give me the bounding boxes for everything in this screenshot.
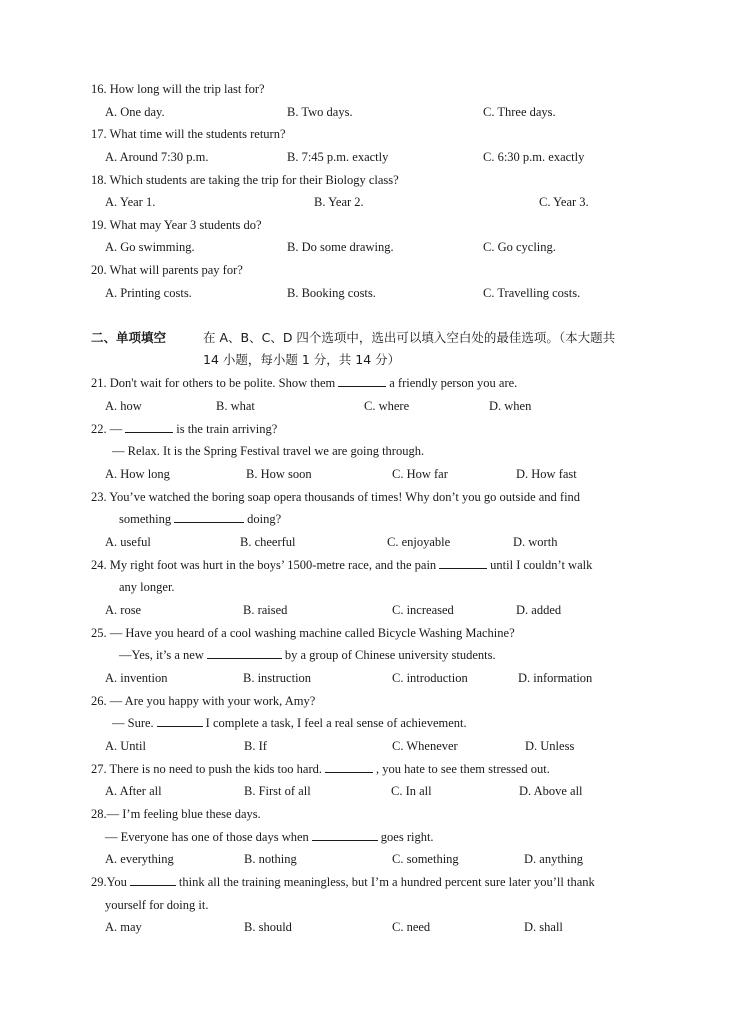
q27-stem-end: , you hate to see them stressed out. xyxy=(375,762,550,776)
q23-stem: something xyxy=(119,512,172,526)
q26-option-c: C. Whenever xyxy=(392,739,458,753)
q19-option-c: C. Go cycling. xyxy=(483,240,556,254)
question-22 xyxy=(91,421,277,437)
question-26-line2 xyxy=(112,715,467,731)
q20-option-a: A. Printing costs. xyxy=(105,286,192,300)
q29-option-d: D. shall xyxy=(524,920,563,934)
q27-option-d: D. Above all xyxy=(519,784,583,798)
q26-option-b: B. If xyxy=(244,739,267,753)
q26-option-d: D. Unless xyxy=(525,739,575,753)
question-17: 17. What time will the students return? xyxy=(91,127,286,141)
q24-option-a: A. rose xyxy=(105,603,142,617)
q25-option-d: D. information xyxy=(518,671,593,685)
q25-option-b: B. instruction xyxy=(243,671,312,685)
q29-option-c: C. need xyxy=(392,920,431,934)
q23-option-b: B. cheerful xyxy=(240,535,296,549)
q28-option-d: D. anything xyxy=(524,852,584,866)
q17-option-b: B. 7:45 p.m. exactly xyxy=(287,150,389,164)
q22-option-b: B. How soon xyxy=(246,467,312,481)
q29-option-b: B. should xyxy=(244,920,292,934)
q22-stem: 22. — xyxy=(91,422,123,436)
q22-stem-end: is the train arriving? xyxy=(176,422,278,436)
q20-option-b: B. Booking costs. xyxy=(287,286,376,300)
q29-stem: 29.You xyxy=(91,875,127,889)
answer-blank xyxy=(439,557,487,569)
q20-option-c: C. Travelling costs. xyxy=(483,286,581,300)
question-27 xyxy=(91,761,550,777)
q22-option-c: C. How far xyxy=(392,467,448,481)
q22-reply: — Relax. It is the Spring Festival travel we are going through. xyxy=(112,444,425,458)
q23-stem-end: doing? xyxy=(247,512,282,526)
q26-stem: — Sure. xyxy=(112,716,154,730)
q28-stem: — Everyone has one of those days when xyxy=(105,830,309,844)
q28-option-a: A. everything xyxy=(105,852,174,866)
q16-option-a: A. One day. xyxy=(105,105,165,119)
question-23: 23. You’ve watched the boring soap opera thousands of times! Why don’t you go outside and find xyxy=(91,490,581,504)
question-24 xyxy=(91,557,592,573)
answer-blank xyxy=(157,715,203,727)
q21-option-c: C. where xyxy=(364,399,410,413)
q17-option-c: C. 6:30 p.m. exactly xyxy=(483,150,585,164)
question-28: 28.— I’m feeling blue these days. xyxy=(91,807,261,821)
question-19: 19. What may Year 3 students do? xyxy=(91,218,262,232)
q18-option-b: B. Year 2. xyxy=(314,195,364,209)
q16-option-c: C. Three days. xyxy=(483,105,556,119)
q18-option-c: C. Year 3. xyxy=(539,195,589,209)
q16-option-b: B. Two days. xyxy=(287,105,353,119)
q22-option-a: A. How long xyxy=(105,467,170,481)
question-24-line2: any longer. xyxy=(119,580,175,594)
q24-stem: 24. My right foot was hurt in the boys’ 1500-metre race, and the pain xyxy=(91,558,437,572)
question-29-line2: yourself for doing it. xyxy=(105,898,209,912)
q24-stem-end: until I couldn’t walk xyxy=(490,558,593,572)
question-28-line2 xyxy=(105,829,434,845)
q21-option-b: B. what xyxy=(216,399,255,413)
q27-option-c: C. In all xyxy=(391,784,432,798)
q21-option-a: A. how xyxy=(105,399,142,413)
q21-option-d: D. when xyxy=(489,399,532,413)
q26-stem-end: I complete a task, I feel a real sense of achievement. xyxy=(205,716,467,730)
section-title: 二、单项填空 xyxy=(91,330,167,345)
question-18: 18. Which students are taking the trip for their Biology class? xyxy=(91,173,399,187)
q27-option-a: A. After all xyxy=(105,784,162,798)
question-16: 16. How long will the trip last for? xyxy=(91,82,265,96)
q29-option-a: A. may xyxy=(105,920,142,934)
answer-blank xyxy=(325,761,373,773)
section-instructions-line2: 14 小题，每小题 1 分，共 14 分） xyxy=(203,352,401,367)
section-instructions-line1: 在 A、B、C、D 四个选项中，选出可以填入空白处的最佳选项。（本大题共 xyxy=(203,330,616,345)
question-25-line2 xyxy=(119,647,496,663)
answer-blank xyxy=(338,375,386,387)
answer-blank xyxy=(125,421,173,433)
question-20: 20. What will parents pay for? xyxy=(91,263,243,277)
q23-option-a: A. useful xyxy=(105,535,151,549)
q25-stem: —Yes, it’s a new xyxy=(119,648,204,662)
q25-option-a: A. invention xyxy=(105,671,168,685)
q24-option-b: B. raised xyxy=(243,603,288,617)
answer-blank xyxy=(174,511,244,523)
q24-option-d: D. added xyxy=(516,603,562,617)
answer-blank xyxy=(207,647,282,659)
q19-option-a: A. Go swimming. xyxy=(105,240,195,254)
q29-stem-end: think all the training meaningless, but I’m a hundred percent sure later you’ll thank xyxy=(178,875,595,889)
answer-blank xyxy=(312,829,378,841)
q24-option-c: C. increased xyxy=(392,603,454,617)
q26-option-a: A. Until xyxy=(105,739,146,753)
question-21 xyxy=(91,375,517,391)
q22-option-d: D. How fast xyxy=(516,467,577,481)
q28-option-c: C. something xyxy=(392,852,459,866)
q27-option-b: B. First of all xyxy=(244,784,311,798)
q21-stem: 21. Don't wait for others to be polite. Show them xyxy=(91,376,336,390)
q25-option-c: C. introduction xyxy=(392,671,468,685)
q18-option-a: A. Year 1. xyxy=(105,195,156,209)
q21-stem-end: a friendly person you are. xyxy=(389,376,518,390)
q19-option-b: B. Do some drawing. xyxy=(287,240,394,254)
q17-option-a: A. Around 7:30 p.m. xyxy=(105,150,209,164)
q28-option-b: B. nothing xyxy=(244,852,297,866)
q23-option-d: D. worth xyxy=(513,535,558,549)
question-29 xyxy=(91,874,595,890)
question-23-line2 xyxy=(119,511,281,527)
q23-option-c: C. enjoyable xyxy=(387,535,451,549)
q27-stem: 27. There is no need to push the kids too hard. xyxy=(91,762,322,776)
q25-stem-end: by a group of Chinese university students. xyxy=(284,648,496,662)
q28-stem-end: goes right. xyxy=(380,830,434,844)
answer-blank xyxy=(130,874,176,886)
question-25: 25. — Have you heard of a cool washing machine called Bicycle Washing Machine? xyxy=(91,626,515,640)
question-26: 26. — Are you happy with your work, Amy? xyxy=(91,694,316,708)
